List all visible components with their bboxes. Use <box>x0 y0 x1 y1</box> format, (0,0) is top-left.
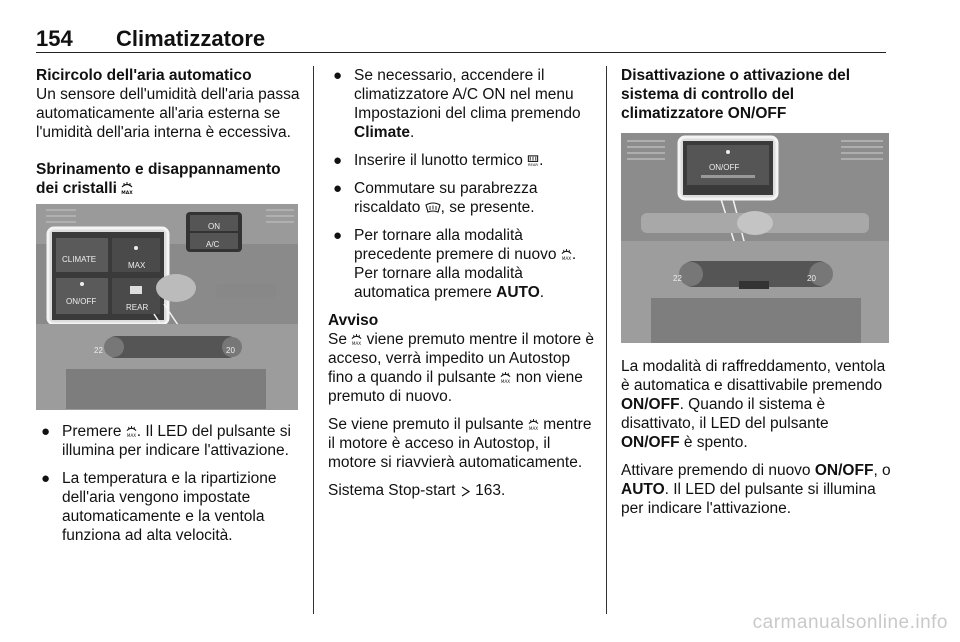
svg-text:MAX: MAX <box>561 256 571 261</box>
section-heading-on-off: Disattivazione o attivazione del sistema di controllo del climatizzatore ON/OFF <box>621 67 851 122</box>
section-heading-auto-recirculation: Ricircolo dell'aria automatico <box>36 67 252 84</box>
svg-text:MAX: MAX <box>121 191 134 195</box>
list-item: ● Se necessario, accendere il climatizzatore A/C ON nel menu Impostazioni del clima premendo Climate. <box>333 67 581 141</box>
on-off-label: ON/OFF <box>66 297 97 306</box>
cross-reference[interactable]: Sistema Stop-start 163. <box>328 482 506 499</box>
page-header <box>36 26 886 52</box>
on-label: ON <box>208 222 220 231</box>
max-defrost-icon <box>126 425 137 438</box>
svg-text:MAX: MAX <box>501 379 511 384</box>
page-number: 154 <box>36 26 73 51</box>
note-heading: Avviso <box>328 312 379 329</box>
max-defrost-icon <box>351 333 362 346</box>
max-label: MAX <box>128 261 146 270</box>
list-item: ● Commutare su parabrezza riscaldato , se presente. <box>333 180 538 216</box>
svg-text:MAX: MAX <box>528 426 538 431</box>
svg-text:MAX: MAX <box>352 341 362 346</box>
column-divider-2 <box>606 66 607 614</box>
note-paragraph-2: Se viene premuto il pulsante MAX mentre il motore è acceso in Autostop, il motore si riavvierà automaticamente. <box>328 416 592 471</box>
max-defrost-icon <box>500 371 511 384</box>
column-3 <box>621 66 891 527</box>
list-item: ● Per tornare alla modalità precedente premere di nuovo MAX . Per tornare alla modalità automatica premere AUTO. <box>333 227 577 301</box>
temp-left-label: 22 <box>94 346 103 355</box>
max-defrost-icon <box>561 248 572 261</box>
header-rule <box>36 52 886 53</box>
list-item: ● Inserire il lunotto termico REAR . <box>333 152 544 169</box>
climate-label: CLIMATE <box>62 255 97 264</box>
on-off-panel-photo <box>621 133 889 343</box>
paragraph-humidity-sensor: Un sensore dell'umidità dell'aria passa automaticamente all'aria esterna se l'umidità dell'aria interna è eccessiva. <box>36 86 300 141</box>
svg-text:REAR: REAR <box>528 163 539 167</box>
column-1 <box>36 66 302 554</box>
heated-windscreen-icon <box>425 202 441 214</box>
temp-right-label: 20 <box>226 346 235 355</box>
page-reference-arrow-icon <box>460 486 471 497</box>
section-heading-defrost: Sbrinamento e disappannamento dei cristalli MAX <box>36 161 281 197</box>
note-paragraph-1: Se MAX viene premuto mentre il motore è acceso, verrà impedito un Autostop fino a quando il pulsante MAX non viene premuto di nuovo. <box>328 331 595 405</box>
defrost-steps-continued <box>328 66 596 302</box>
rear-window-heating-icon <box>527 154 539 167</box>
defrost-steps-list <box>36 422 302 545</box>
temp-left-label: 22 <box>673 274 682 283</box>
svg-text:MAX: MAX <box>126 433 136 438</box>
rear-label: REAR <box>126 303 149 312</box>
on-off-label: ON/OFF <box>709 163 740 172</box>
list-item: ● Premere MAX . Il LED del pulsante si illumina per indicare l'attivazione. <box>41 423 291 459</box>
paragraph-cooling-mode: La modalità di raffreddamento, ventola è automatica e disattivabile premendo ON/OFF. Quando il sistema è disattivato, il LED del pulsante ON/OFF è spento. <box>621 358 886 451</box>
max-defrost-icon <box>121 181 133 195</box>
ac-label: A/C <box>206 240 220 249</box>
column-divider-1 <box>313 66 314 614</box>
column-2 <box>328 66 596 509</box>
temp-right-label: 20 <box>807 274 816 283</box>
page-title: Climatizzatore <box>116 26 266 51</box>
watermark: carmanualsonline.info <box>752 612 948 633</box>
max-defrost-icon <box>528 418 539 431</box>
climate-panel-photo <box>36 204 298 410</box>
list-item: ● La temperatura e la ripartizione dell'aria vengono impostate automaticamente e la ventola funziona ad alta velocità. <box>41 470 277 544</box>
paragraph-reactivate: Attivare premendo di nuovo ON/OFF, o AUTO. Il LED del pulsante si illumina per indicare l'attivazione. <box>621 462 891 517</box>
